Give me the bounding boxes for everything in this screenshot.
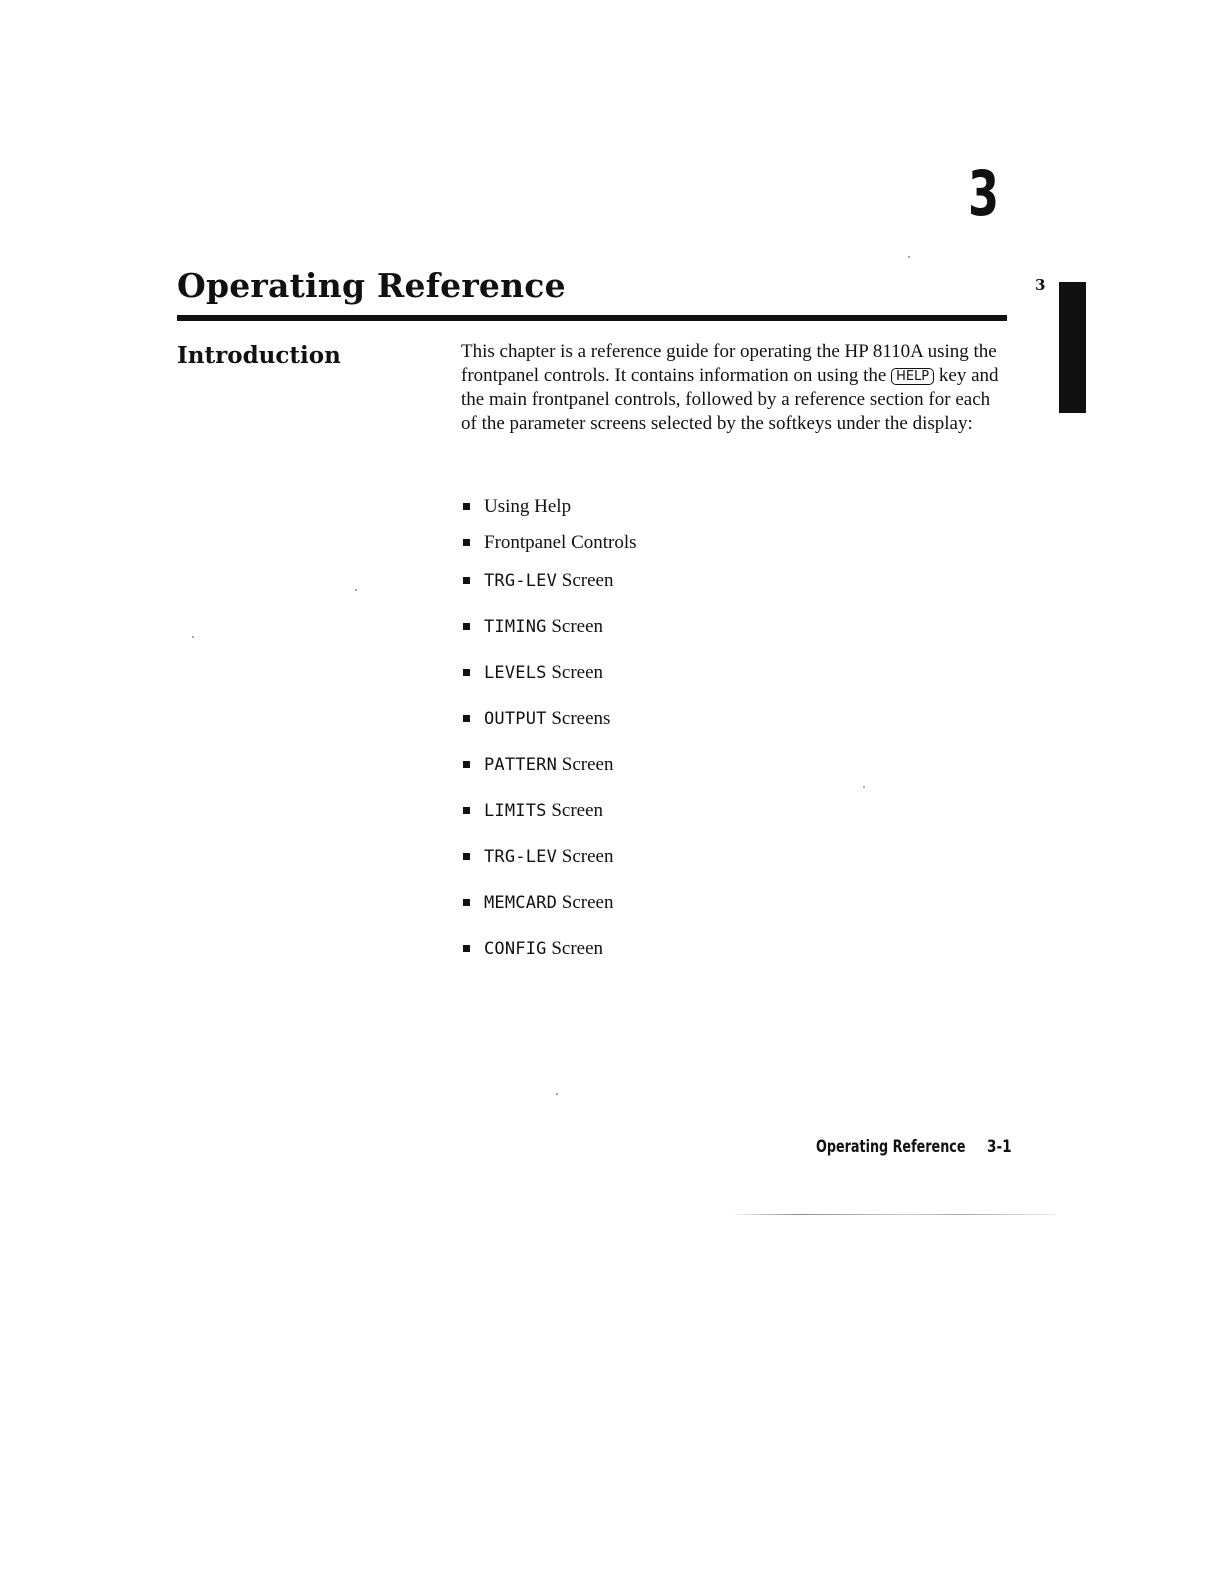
topic-label: Frontpanel Controls (484, 532, 637, 553)
topic-code: TRG-LEV (484, 847, 558, 867)
topic-text (484, 750, 614, 780)
topic-label: Screen (561, 892, 614, 913)
intro-text-end: key and the main frontpanel controls, followed by a reference section for each of the parameter screens selected by the softkeys under the display: (461, 365, 999, 434)
bullet-icon (463, 623, 470, 630)
topic-code: TIMING (484, 617, 547, 637)
topic-text (484, 934, 603, 964)
scan-speck (355, 589, 357, 591)
list-item (461, 566, 981, 612)
list-item (461, 796, 981, 842)
bullet-icon (463, 807, 470, 814)
bullet-icon (463, 853, 470, 860)
list-item (461, 888, 981, 934)
topic-label: Using Help (484, 496, 572, 517)
topic-label: Screens (551, 708, 611, 729)
topic-text (484, 796, 603, 826)
list-item (461, 658, 981, 704)
topic-text (484, 842, 614, 872)
topic-label: Screen (561, 846, 614, 867)
bullet-icon (463, 577, 470, 584)
topic-code: TRG-LEV (484, 571, 558, 591)
chapter-number: 3 (968, 157, 1000, 230)
topic-code: MEMCARD (484, 893, 558, 913)
topic-label: Screen (551, 662, 604, 683)
list-item (461, 612, 981, 658)
footer-title: Operating Reference (816, 1137, 966, 1157)
bullet-icon (463, 761, 470, 768)
list-item (461, 704, 981, 750)
list-item (461, 842, 981, 888)
list-item (461, 750, 981, 796)
scan-speck (192, 636, 194, 638)
page-footer (816, 1134, 1016, 1160)
chapter-tab-number: 3 (1035, 276, 1046, 294)
bullet-icon (463, 945, 470, 952)
topic-text (484, 888, 614, 918)
topic-text (484, 528, 637, 558)
topic-code: CONFIG (484, 939, 547, 959)
topic-label: Screen (561, 570, 614, 591)
topic-list (461, 492, 981, 980)
topic-label: Screen (551, 800, 604, 821)
list-item (461, 492, 981, 528)
intro-paragraph (461, 340, 1001, 436)
list-item (461, 934, 981, 980)
topic-text (484, 492, 571, 522)
scan-speck (863, 786, 865, 788)
scan-speck (556, 1093, 558, 1095)
topic-code: OUTPUT (484, 709, 547, 729)
topic-text (484, 566, 614, 596)
topic-code: PATTERN (484, 755, 558, 775)
bullet-icon (463, 669, 470, 676)
section-heading: Introduction (177, 342, 341, 369)
page-number: 3-1 (987, 1137, 1012, 1157)
intro-text-start: This chapter is a reference guide for operating the HP 8110A using the frontpanel controls. It contains information on using the (461, 341, 997, 386)
bullet-icon (463, 539, 470, 546)
chapter-tab-marker (1059, 282, 1086, 413)
scan-speck (908, 256, 910, 258)
topic-text (484, 704, 610, 734)
title-rule (177, 315, 1007, 321)
bullet-icon (463, 899, 470, 906)
topic-label: Screen (551, 616, 604, 637)
bullet-icon (463, 503, 470, 510)
topic-text (484, 612, 603, 642)
list-item (461, 528, 981, 566)
bullet-icon (463, 715, 470, 722)
topic-text (484, 658, 603, 688)
topic-label: Screen (561, 754, 614, 775)
scan-artifact-line (735, 1214, 1055, 1215)
chapter-title: Operating Reference (177, 266, 566, 305)
topic-label: Screen (551, 938, 604, 959)
help-key-icon: HELP (891, 368, 934, 385)
topic-code: LEVELS (484, 663, 547, 683)
topic-code: LIMITS (484, 801, 547, 821)
